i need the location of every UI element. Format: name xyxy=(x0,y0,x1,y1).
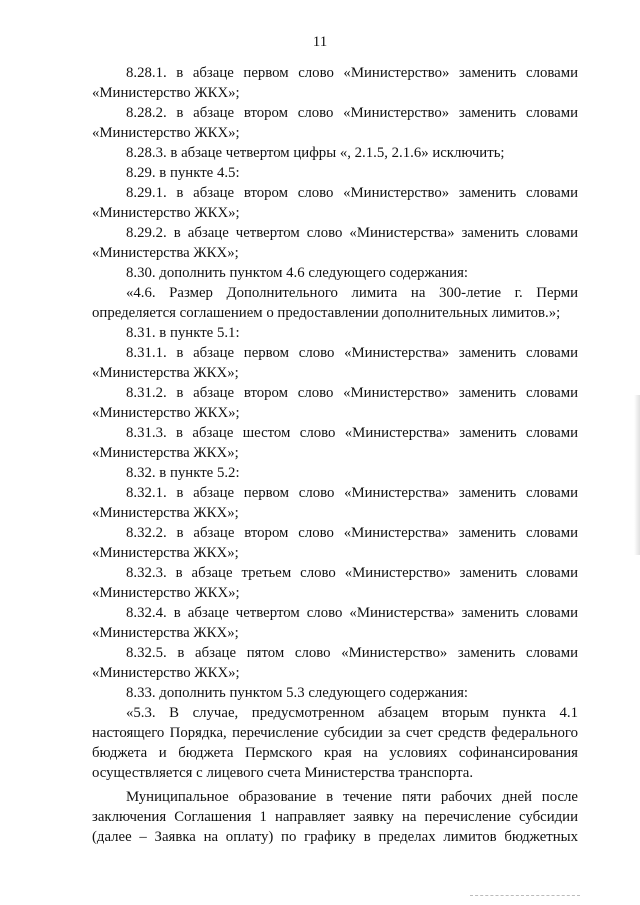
paragraph-8-32-1: 8.32.1. в абзаце первом слово «Министерства» заменить словами «Министерства ЖКХ»; xyxy=(92,485,578,521)
paragraph-8-32: 8.32. в пункте 5.2: xyxy=(126,465,240,481)
page-number: 11 xyxy=(312,34,328,50)
paragraph-8-28-1: 8.28.1. в абзаце первом слово «Министерство» заменить словами «Министерство ЖКХ»; xyxy=(92,65,578,101)
paragraph-municipal-formation: Муниципальное образование в течение пяти рабочих дней после заключения Соглашения 1 направляет заявку на перечисление субсидии (далее – Заявка на оплату) по графику в пределах лимитов бюджетных xyxy=(92,789,578,845)
document-body xyxy=(92,63,578,847)
paragraph-5-3-quote: «5.3. В случае, предусмотренном абзацем вторым пункта 4.1 настоящего Порядка, перечисление субсидии за счет средств федерального бюджета и бюджета Пермского края на условиях софинансирования осуществляется с лицевого счета Министерства транспорта. xyxy=(92,705,578,781)
scan-shadow xyxy=(634,395,640,555)
paragraph-8-31-1: 8.31.1. в абзаце первом слово «Министерства» заменить словами «Министерства ЖКХ»; xyxy=(92,345,578,381)
paragraph-8-33: 8.33. дополнить пунктом 5.3 следующего содержания: xyxy=(126,685,468,701)
paragraph-8-31-3: 8.31.3. в абзаце шестом слово «Министерства» заменить словами «Министерства ЖКХ»; xyxy=(92,425,578,461)
paragraph-8-32-5: 8.32.5. в абзаце пятом слово «Министерство» заменить словами «Министерство ЖКХ»; xyxy=(92,645,578,681)
paragraph-8-32-4: 8.32.4. в абзаце четвертом слово «Министерства» заменить словами «Министерства ЖКХ»; xyxy=(92,605,578,641)
paragraph-8-30: 8.30. дополнить пунктом 4.6 следующего содержания: xyxy=(126,265,468,281)
paragraph-8-28-3: 8.28.3. в абзаце четвертом цифры «, 2.1.5, 2.1.6» исключить; xyxy=(126,145,505,161)
paragraph-8-31-2: 8.31.2. в абзаце втором слово «Министерство» заменить словами «Министерство ЖКХ»; xyxy=(92,385,578,421)
scan-artifact-line xyxy=(470,895,580,900)
paragraph-8-31: 8.31. в пункте 5.1: xyxy=(126,325,240,341)
paragraph-8-29: 8.29. в пункте 4.5: xyxy=(126,165,240,181)
paragraph-4-6-quote: «4.6. Размер Дополнительного лимита на 300-летие г. Перми определяется соглашением о предоставлении дополнительных лимитов.»; xyxy=(92,285,578,321)
paragraph-8-28-2: 8.28.2. в абзаце втором слово «Министерство» заменить словами «Министерство ЖКХ»; xyxy=(92,105,578,141)
paragraph-8-29-1: 8.29.1. в абзаце втором слово «Министерство» заменить словами «Министерство ЖКХ»; xyxy=(92,185,578,221)
paragraph-8-29-2: 8.29.2. в абзаце четвертом слово «Министерства» заменить словами «Министерства ЖКХ»; xyxy=(92,225,578,261)
paragraph-8-32-2: 8.32.2. в абзаце втором слово «Министерства» заменить словами «Министерства ЖКХ»; xyxy=(92,525,578,561)
paragraph-8-32-3: 8.32.3. в абзаце третьем слово «Министерство» заменить словами «Министерство ЖКХ»; xyxy=(92,565,578,601)
